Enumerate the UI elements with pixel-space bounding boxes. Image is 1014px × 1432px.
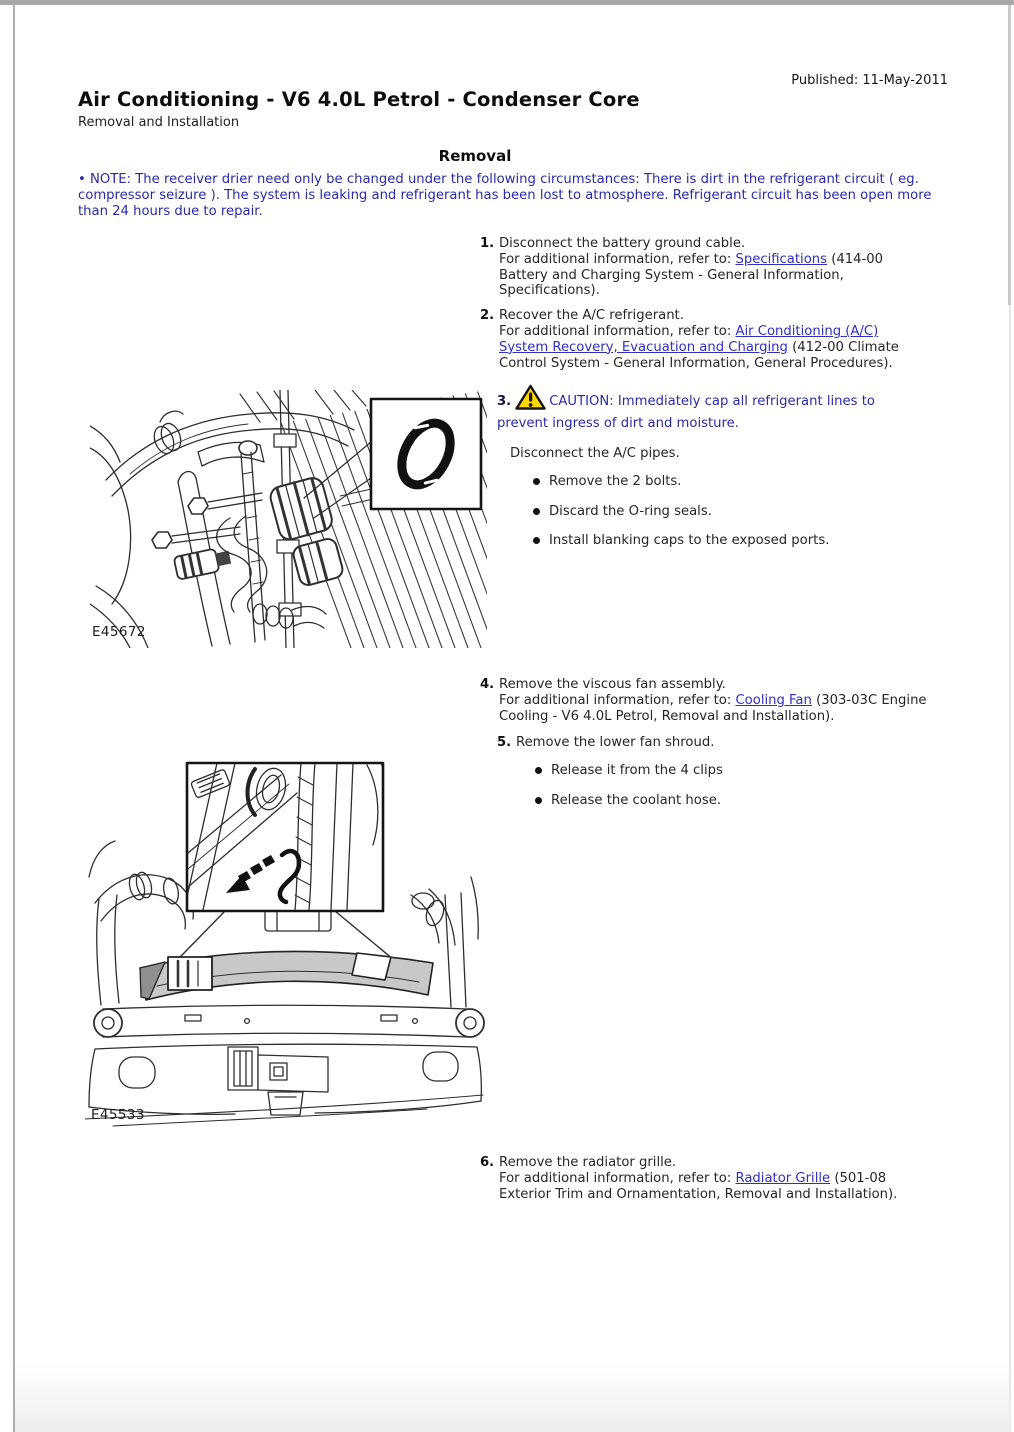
- steps-column-1: [480, 236, 928, 563]
- bullet-text: Release the coolant hose.: [551, 792, 722, 808]
- refer-text: For additional information, refer to:: [499, 692, 736, 708]
- step-3-bullets: [533, 474, 928, 549]
- page-right-edge: [1008, 5, 1011, 305]
- bullet-dot: [533, 478, 540, 485]
- step-text: Recover the A/C refrigerant.: [499, 308, 684, 324]
- link-ac-system-recovery[interactable]: Air Conditioning (A/C) System Recovery, Evacuation and Charging: [499, 323, 879, 355]
- step-4: [480, 677, 928, 724]
- step-number: 6.: [480, 1155, 495, 1170]
- list-item: [535, 763, 928, 779]
- step-5-bullets: [535, 763, 928, 809]
- step-3-body: Disconnect the A/C pipes.: [510, 445, 680, 461]
- bullet-dot: [533, 508, 540, 515]
- steps-column-3: [480, 1155, 928, 1211]
- page-right-edge-lower: [1009, 305, 1011, 1432]
- list-item: [533, 533, 928, 549]
- bullet-text: Install blanking caps to the exposed ports.: [549, 533, 830, 549]
- list-item: [533, 504, 928, 520]
- page-subtitle: Removal and Installation: [78, 115, 240, 130]
- note-text: • NOTE: The receiver drier need only be changed under the following circumstances: There is dirt in the refrigerant circuit ( eg. compressor seizure ). The system is leaking and refrigerant has been lost to atmosphere. Refrigerant circuit has been open more than 24 hours due to repair.: [78, 172, 932, 219]
- step-text: Remove the lower fan shroud.: [516, 735, 715, 751]
- step-2: [480, 308, 928, 371]
- step-5: [497, 735, 928, 751]
- refer-ref: (412-00 Climate Control System - General Information, General Procedures).: [499, 339, 899, 371]
- figure-label: E45533: [91, 1107, 145, 1123]
- bullet-dot: [533, 537, 540, 544]
- step-text: Remove the radiator grille.: [499, 1155, 677, 1170]
- step-text: Disconnect the battery ground cable.: [499, 236, 746, 251]
- refer-text: For additional information, refer to:: [499, 251, 736, 267]
- step-number: 4.: [480, 677, 495, 692]
- steps-column-2: [480, 677, 928, 823]
- step-3-caution: [497, 384, 928, 432]
- list-item: [535, 793, 928, 809]
- list-item: [533, 474, 928, 490]
- caution-triangle-icon: [515, 384, 546, 416]
- link-radiator-grille[interactable]: Radiator Grille: [735, 1170, 831, 1186]
- caution-text: CAUTION: Immediately cap all refrigerant lines to prevent ingress of dirt and moisture.: [497, 394, 875, 432]
- figure-e45533-drawing: [85, 757, 485, 1129]
- section-heading-removal: Removal: [438, 147, 512, 165]
- window-top-edge: [0, 0, 1014, 5]
- refer-ref: (501-08 Exterior Trim and Ornamentation, Removal and Installation).: [499, 1170, 898, 1202]
- published-date: Published: 11-May-2011: [791, 73, 948, 88]
- bullet-text: Discard the O-ring seals.: [549, 503, 712, 519]
- step-6: [480, 1155, 928, 1202]
- refer-text: For additional information, refer to:: [499, 1170, 736, 1186]
- step-1: [480, 236, 928, 299]
- step-number: 1.: [480, 236, 495, 251]
- page-bottom-shadow: [15, 1362, 1011, 1432]
- link-cooling-fan[interactable]: Cooling Fan: [735, 692, 812, 708]
- refer-text: For additional information, refer to:: [499, 323, 736, 339]
- step-number: 5.: [497, 735, 512, 751]
- page-title: Air Conditioning - V6 4.0L Petrol - Condenser Core: [78, 88, 640, 111]
- refer-ref: (414-00 Battery and Charging System - General Information, Specifications).: [499, 251, 884, 299]
- bullet-dot: [535, 767, 542, 774]
- page-left-edge: [13, 5, 15, 1432]
- bullet-dot: [535, 797, 542, 804]
- bullet-text: Release it from the 4 clips: [551, 763, 723, 779]
- bullet-text: Remove the 2 bolts.: [549, 473, 682, 489]
- figure-label: E45672: [92, 624, 146, 640]
- figure-e45672-drawing: [90, 390, 487, 648]
- link-specifications[interactable]: Specifications: [735, 251, 828, 267]
- step-number: 3.: [497, 394, 512, 410]
- step-number: 2.: [480, 308, 495, 324]
- refer-ref: (303-03C Engine Cooling - V6 4.0L Petrol, Removal and Installation).: [499, 692, 927, 724]
- figure-e45672: [90, 390, 487, 648]
- step-text: Remove the viscous fan assembly.: [499, 677, 726, 692]
- figure-e45533: [85, 757, 485, 1129]
